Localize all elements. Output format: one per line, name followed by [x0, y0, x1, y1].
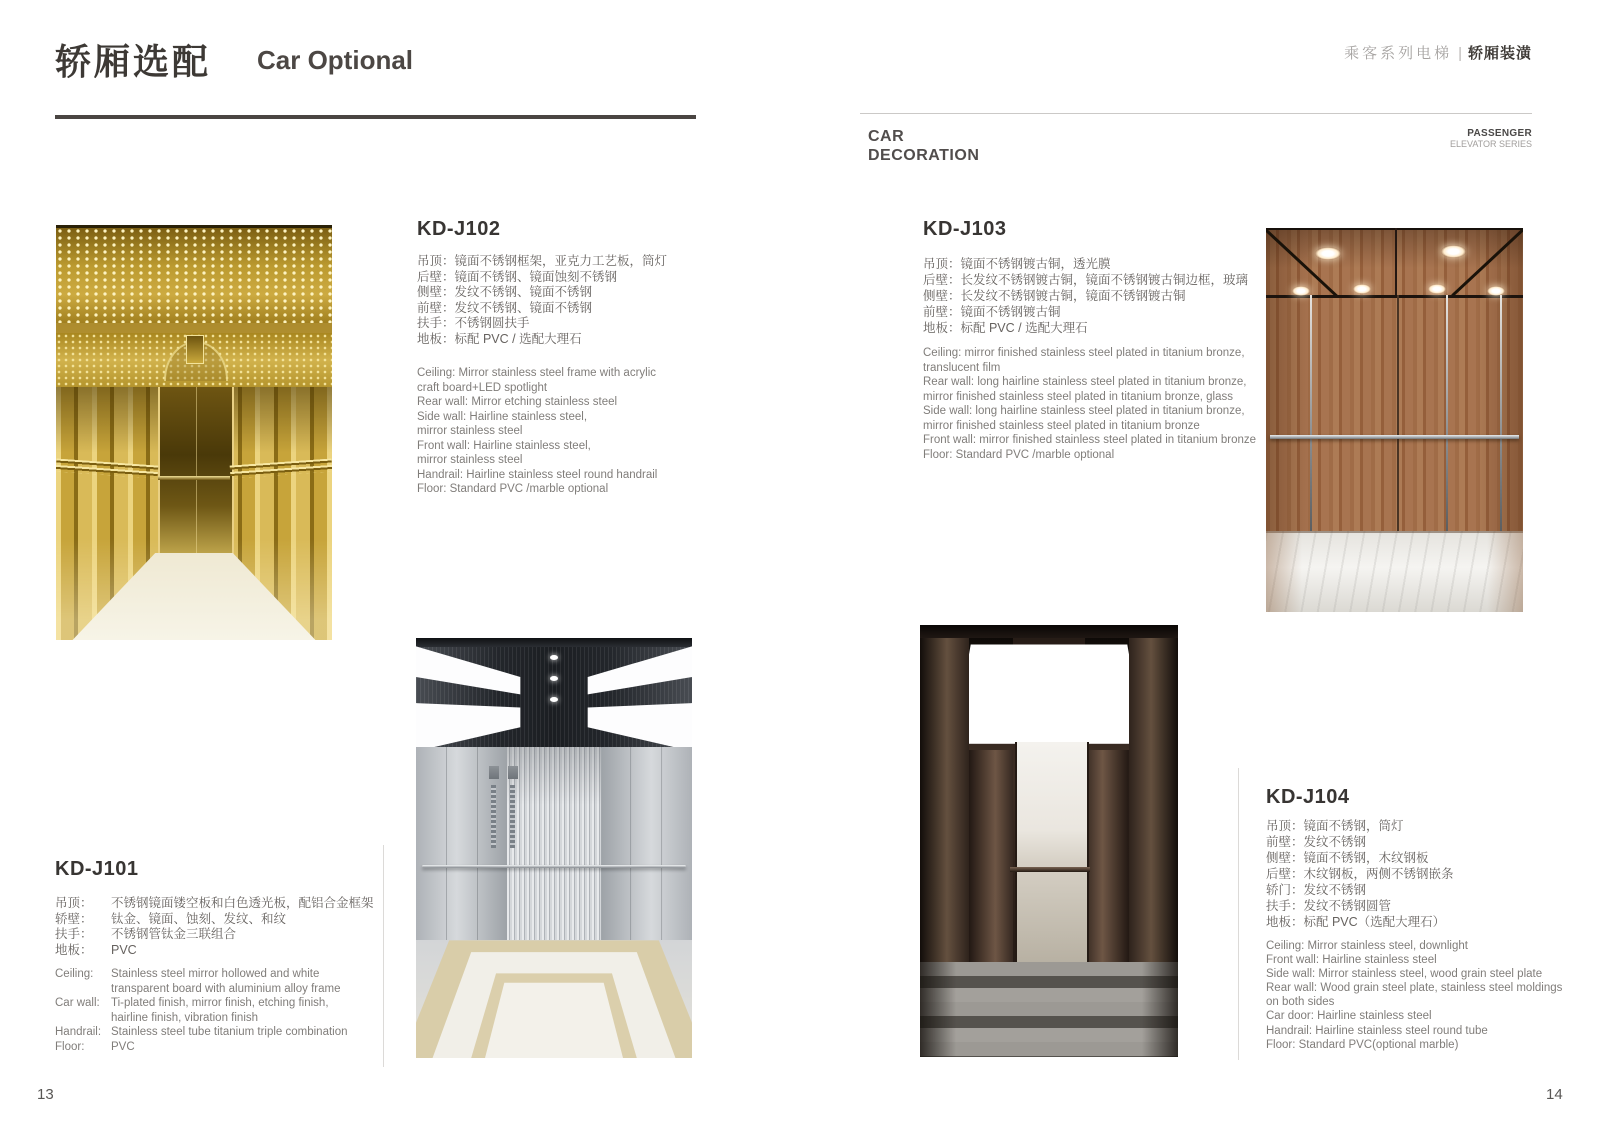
passenger-series-line2: ELEVATOR SERIES: [1449, 139, 1532, 149]
spec-label: 扶手：: [55, 927, 93, 942]
series-name: 乘客系列电梯: [1344, 45, 1453, 62]
photo-detail: [920, 962, 1178, 1057]
photo-detail: [1270, 435, 1519, 439]
photo-detail: [510, 785, 516, 848]
spec-line: 地板：标配 PVC（选配大理石）: [1266, 915, 1446, 929]
page-number-right: 14: [1546, 1086, 1563, 1103]
spec-line: craft board+LED spotlight: [417, 381, 548, 394]
photo-detail: [1010, 867, 1090, 872]
spec-value: 不锈钢管钛金三联组合: [111, 927, 237, 942]
photo-detail: [920, 638, 969, 962]
photo-detail: [158, 387, 234, 557]
spec-label: Car wall:: [55, 997, 100, 1009]
spec-line: 后壁：镜面不锈钢、镜面蚀刻不锈钢: [417, 269, 618, 284]
kd-j104-specs-en: [1266, 939, 1600, 1052]
photo-detail: [550, 676, 558, 681]
spec-row: [55, 1040, 415, 1055]
title-underline: [55, 115, 696, 119]
spec-value: 钛金、镜面、蚀刻、发纹、和纹: [111, 911, 287, 926]
photo-detail: [920, 625, 1178, 638]
photo-detail: [158, 476, 230, 480]
ceiling-downlight: [1315, 247, 1341, 260]
passenger-series-caption: [1450, 128, 1532, 150]
spec-value: Stainless steel mirror hollowed and white: [111, 968, 320, 980]
spec-label: 地板：: [55, 942, 93, 957]
kd-j103-photo-titanium-bronze-car: [920, 625, 1178, 1057]
spec-value: Stainless steel tube titanium triple combination: [111, 1026, 348, 1038]
spec-line: Floor: Standard PVC(optional marble): [1266, 1038, 1459, 1051]
spec-line: 吊顶：镜面不锈钢镀古铜，透光膜: [923, 257, 1111, 271]
spec-value: 不锈钢镜面镂空板和白色透光板，配铝合金框架: [111, 896, 374, 910]
photo-detail: [1015, 742, 1089, 962]
spec-label: Floor:: [55, 1040, 85, 1053]
spec-line: Handrail: Hairline stainless steel round tube: [1266, 1024, 1488, 1037]
spec-row: [55, 996, 415, 1011]
spec-line: Ceiling: Mirror stainless steel, downlight: [1266, 940, 1468, 952]
photo-detail: [550, 655, 558, 660]
spec-value: PVC: [111, 1040, 135, 1053]
series-breadcrumb: [1344, 42, 1532, 63]
right-section-title-line1: CAR: [868, 128, 905, 145]
spec-line: 轿门：发纹不锈钢: [1266, 883, 1367, 897]
spec-line: 后壁：木纹钢板，两侧不锈钢嵌条: [1266, 867, 1454, 881]
right-section-title: [868, 127, 979, 165]
photo-detail: [56, 553, 332, 640]
spec-line: Front wall: Hairline stainless steel: [1266, 954, 1437, 967]
spec-value: hairline finish, vibration finish: [111, 1011, 259, 1024]
spec-line: Side wall: long hairline stainless steel plated in titanium bronze,: [923, 405, 1245, 417]
kd-j104-photo-wood-grain-car: [1266, 228, 1523, 612]
kd-j101-photo-gold-mirror-car: [56, 225, 332, 640]
spec-line: 扶手：不锈钢圆扶手: [417, 316, 530, 331]
spec-line: 侧壁：镜面不锈钢，木纹钢板: [1266, 851, 1429, 865]
series-section: 轿厢装潢: [1467, 45, 1532, 62]
photo-detail: [186, 335, 205, 364]
spec-line: 后壁：长发纹不锈钢镀古铜，镜面不锈钢镀古铜边框，玻璃: [923, 273, 1249, 287]
kd-j102-photo-stainless-steel-car: [416, 638, 692, 1058]
spec-row: [55, 1011, 415, 1026]
photo-detail: [1266, 295, 1523, 298]
photo-detail: [1446, 295, 1448, 531]
spec-line: Handrail: Hairline stainless steel round handrail: [417, 468, 658, 481]
page-title-zh: 轿厢选配: [55, 41, 212, 82]
spec-line: 前壁：发纹不锈钢、镜面不锈钢: [417, 300, 593, 315]
spec-value: transparent board with aluminium alloy frame: [111, 982, 341, 995]
photo-detail: [416, 940, 692, 1058]
spec-line: 前壁：发纹不锈钢: [1266, 835, 1367, 849]
kd-j103-specs-zh: [923, 256, 1283, 336]
spec-line: 地板：标配 PVC / 选配大理石: [417, 331, 582, 346]
spec-line: mirror finished stainless steel plated in titanium bronze: [923, 419, 1200, 432]
spec-line: Floor: Standard PVC /marble optional: [923, 448, 1115, 461]
page-number-left: 13: [37, 1086, 54, 1103]
spec-value: Ti-plated finish, mirror finish, etching finish,: [111, 997, 329, 1009]
right-section-title-line2: DECORATION: [868, 147, 980, 164]
spec-label: Ceiling:: [55, 968, 94, 980]
kd-j103-model-title: KD-J103: [923, 218, 1007, 240]
spec-line: Ceiling: Mirror stainless steel frame with acrylic: [417, 367, 657, 379]
ceiling-downlight: [1428, 284, 1446, 294]
column-divider-right: [1238, 768, 1239, 1060]
spec-line: 吊顶：镜面不锈钢框架，亚克力工艺板，筒灯: [417, 254, 668, 268]
photo-detail: [1085, 750, 1129, 962]
photo-detail: [422, 865, 687, 868]
spec-row: [55, 1025, 415, 1040]
kd-j102-model-title: KD-J102: [417, 218, 501, 240]
photo-detail: [1395, 228, 1397, 296]
spec-line: Rear wall: long hairline stainless steel plated in titanium bronze,: [923, 376, 1247, 388]
spec-label: 轿壁：: [55, 911, 93, 926]
photo-detail: [1310, 295, 1312, 531]
photo-detail: [507, 747, 601, 940]
spec-line: Side wall: Hairline stainless steel,: [417, 410, 588, 423]
kd-j101-specs-zh: [55, 896, 415, 958]
kd-j103-specs-en: [923, 346, 1283, 462]
photo-detail: [1397, 295, 1399, 531]
kd-j101-specs-en: [55, 967, 415, 1054]
spec-line: 扶手：发纹不锈钢圆管: [1266, 899, 1392, 913]
photo-detail: [1129, 638, 1178, 962]
ceiling-downlight: [1487, 286, 1505, 296]
spec-line: translucent film: [923, 361, 1001, 374]
kd-j102-specs-zh: [417, 254, 777, 348]
spec-line: mirror finished stainless steel plated in titanium bronze, glass: [923, 390, 1234, 403]
spec-row: [55, 982, 415, 997]
spec-line: Car door: Hairline stainless steel: [1266, 1010, 1432, 1023]
kd-j104-model-title: KD-J104: [1266, 786, 1350, 808]
photo-detail: [550, 697, 558, 702]
spec-line: Front wall: mirror finished stainless steel plated in titanium bronze: [923, 434, 1257, 446]
spec-row: [55, 967, 415, 982]
passenger-series-line1: PASSENGER: [1467, 128, 1532, 139]
spec-row: [55, 927, 415, 943]
spec-line: mirror stainless steel: [417, 454, 523, 466]
spec-line: Ceiling: mirror finished stainless steel plated in titanium bronze,: [923, 347, 1245, 359]
spec-line: mirror stainless steel: [417, 425, 523, 437]
series-separator: |: [1458, 45, 1462, 62]
spec-label: Handrail:: [55, 1026, 102, 1038]
photo-detail: [1266, 531, 1523, 612]
right-page-rule: [860, 113, 1532, 114]
spec-line: Side wall: Mirror stainless steel, wood grain steel plate: [1266, 968, 1543, 981]
spec-line: on both sides: [1266, 996, 1335, 1009]
spec-line: Floor: Standard PVC /marble optional: [417, 483, 609, 495]
page-title-en: Car Optional: [257, 45, 414, 75]
spec-line: Rear wall: Wood grain steel plate, stainless steel moldings: [1266, 982, 1563, 995]
kd-j104-specs-zh: [1266, 818, 1600, 930]
spec-row: [55, 912, 415, 928]
kd-j102-specs-en: [417, 366, 777, 497]
photo-detail: [508, 766, 518, 779]
spec-label: 吊顶：: [55, 896, 93, 910]
spec-row: [55, 943, 415, 959]
spec-line: 吊顶：镜面不锈钢，筒灯: [1266, 819, 1404, 833]
ceiling-downlight: [1292, 286, 1310, 296]
photo-detail: [416, 638, 692, 647]
photo-detail: [954, 644, 1145, 743]
photo-detail: [1500, 295, 1502, 531]
spec-line: Front wall: Hairline stainless steel,: [417, 439, 591, 452]
kd-j101-model-title: KD-J101: [55, 858, 139, 880]
spec-value: PVC: [111, 942, 137, 957]
spec-row: [55, 896, 415, 912]
spec-line: 地板：标配 PVC / 选配大理石: [923, 321, 1088, 335]
spec-line: 侧壁：长发纹不锈钢镀古铜，镜面不锈钢镀古铜: [923, 289, 1186, 303]
photo-detail: [969, 750, 1013, 962]
spec-line: 侧壁：发纹不锈钢、镜面不锈钢: [417, 285, 593, 300]
spec-line: Rear wall: Mirror etching stainless steel: [417, 396, 618, 408]
column-divider-left: [383, 845, 384, 1067]
photo-detail: [491, 785, 497, 848]
spec-line: 前壁：镜面不锈钢镀古铜: [923, 305, 1061, 319]
photo-detail: [601, 747, 692, 940]
photo-detail: [489, 766, 499, 779]
photo-detail: [56, 228, 332, 323]
